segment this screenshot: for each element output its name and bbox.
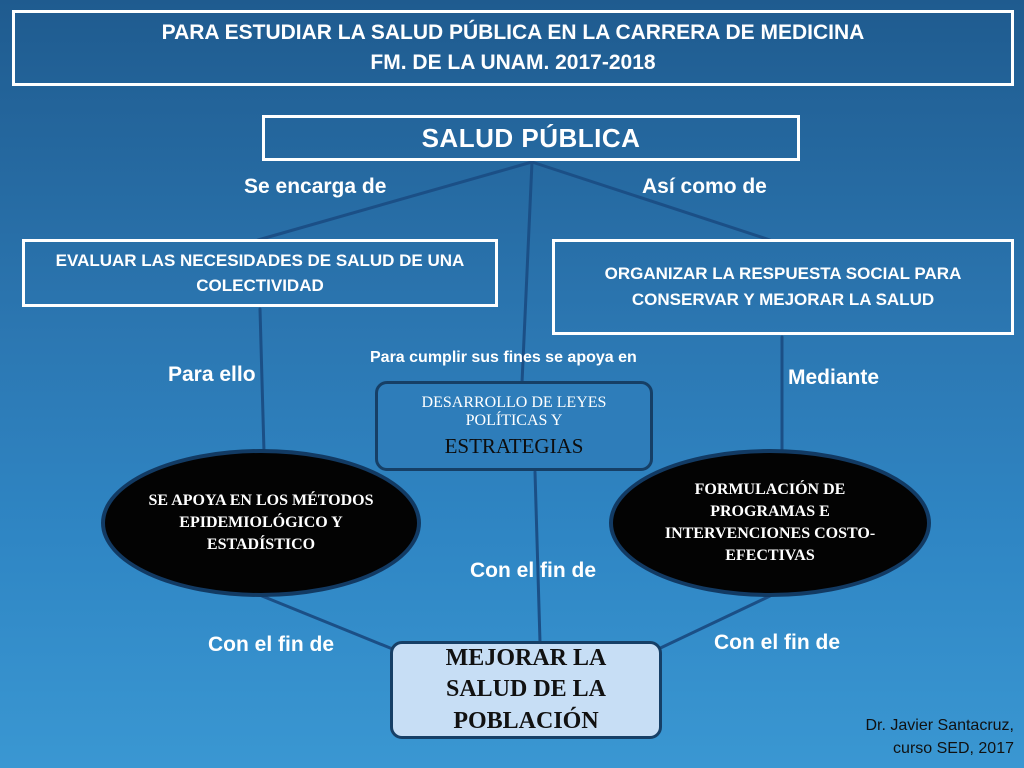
label-con-fin-center: Con el fin de bbox=[470, 559, 596, 582]
label-con-fin-right: Con el fin de bbox=[714, 631, 840, 654]
leyes-line-1: DESARROLLO DE LEYES bbox=[421, 394, 607, 412]
node-evaluar: EVALUAR LAS NECESIDADES DE SALUD DE UNA COLECTIVIDAD bbox=[22, 239, 498, 307]
credit-line-1: Dr. Javier Santacruz, bbox=[865, 717, 1014, 734]
node-metodos: SE APOYA EN LOS MÉTODOS EPIDEMIOLÓGICO Y ESTADÍSTICO bbox=[101, 449, 421, 597]
leyes-line-2: POLÍTICAS Y bbox=[465, 412, 563, 430]
label-se-encarga: Se encarga de bbox=[244, 175, 387, 198]
label-mediante: Mediante bbox=[788, 366, 880, 389]
label-para-cumplir: Para cumplir sus fines se apoya en bbox=[370, 349, 637, 366]
node-mejorar: MEJORAR LA SALUD DE LA POBLACIÓN bbox=[390, 641, 662, 739]
label-para-ello: Para ello bbox=[168, 363, 256, 386]
label-asi-como: Así como de bbox=[642, 175, 767, 198]
node-salud-publica: SALUD PÚBLICA bbox=[262, 115, 800, 161]
node-formulacion: FORMULACIÓN DE PROGRAMAS E INTERVENCIONES COSTO-EFECTIVAS bbox=[609, 449, 931, 597]
leyes-line-3: ESTRATEGIAS bbox=[444, 433, 584, 458]
node-leyes bbox=[375, 381, 653, 471]
author-credit bbox=[784, 714, 1014, 760]
page-title bbox=[12, 10, 1014, 86]
title-line-2: FM. DE LA UNAM. 2017-2018 bbox=[370, 51, 656, 74]
node-organizar: ORGANIZAR LA RESPUESTA SOCIAL PARA CONSERVAR Y MEJORAR LA SALUD bbox=[552, 239, 1014, 335]
credit-line-2: curso SED, 2017 bbox=[893, 740, 1014, 758]
label-con-fin-left: Con el fin de bbox=[208, 633, 334, 656]
title-line-1: PARA ESTUDIAR LA SALUD PÚBLICA EN LA CARRERA DE MEDICINA bbox=[161, 20, 865, 44]
